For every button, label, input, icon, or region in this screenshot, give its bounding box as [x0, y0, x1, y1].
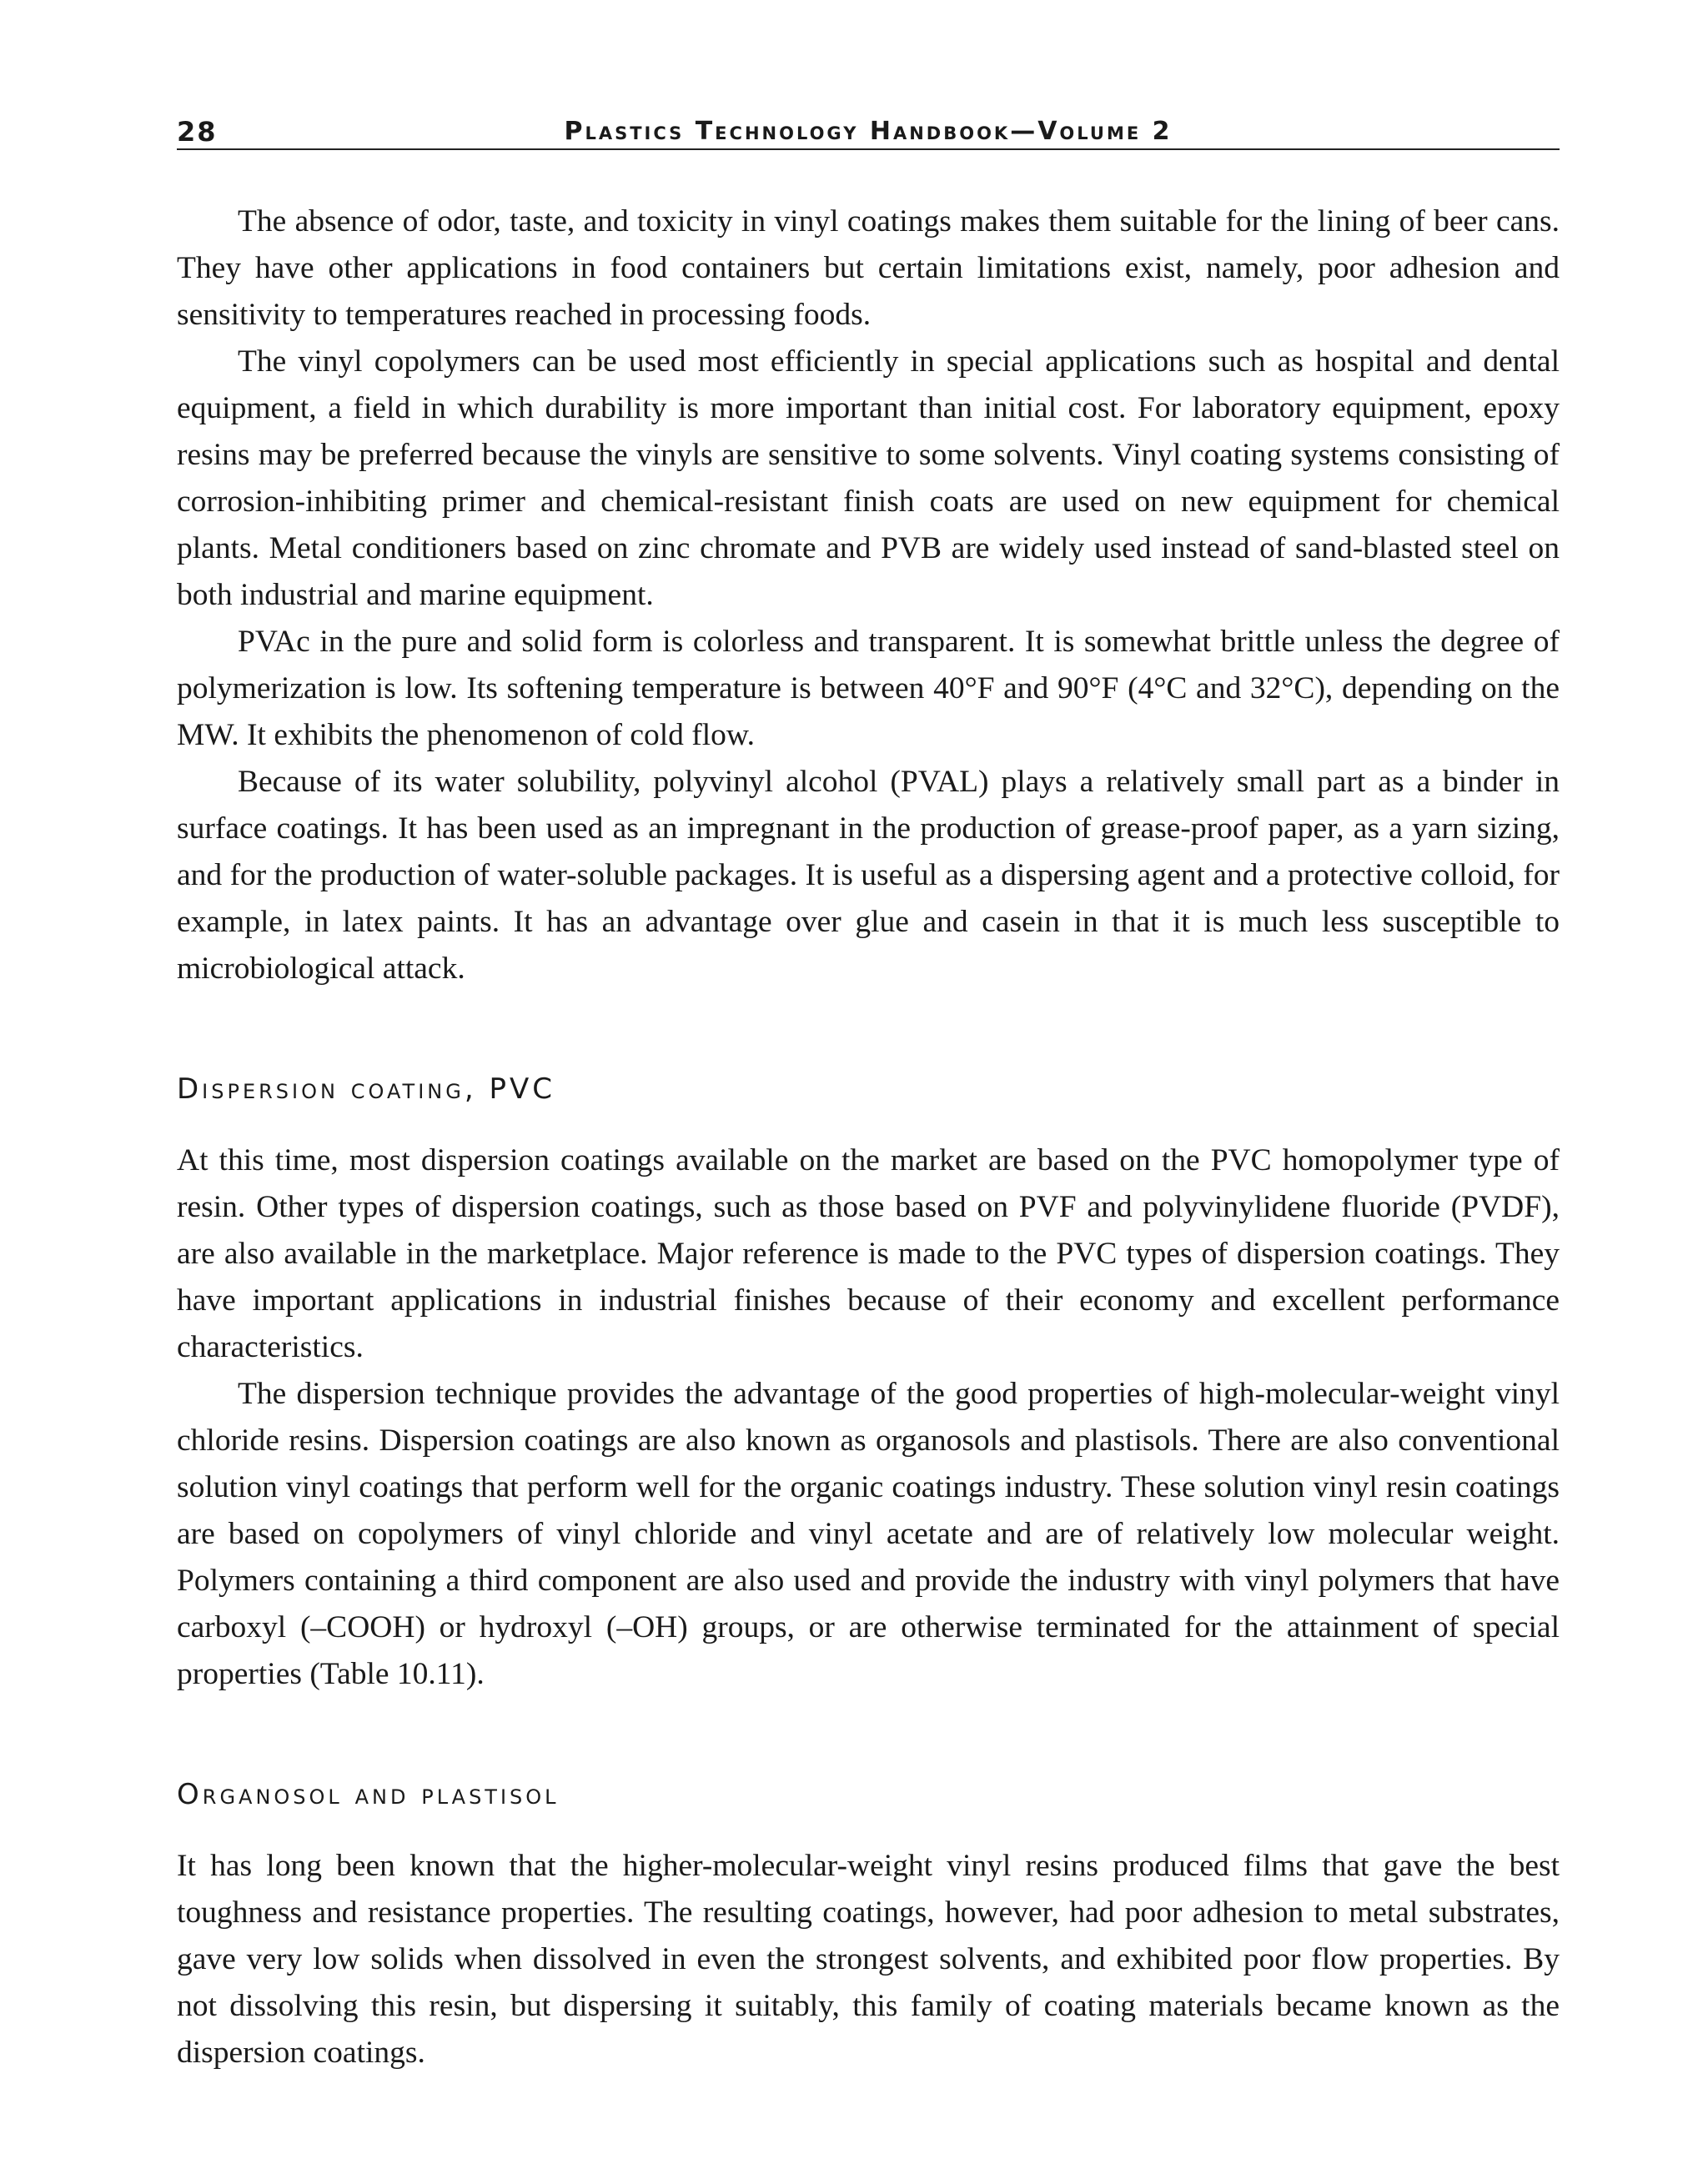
paragraph: Because of its water solubility, polyvinyl alcohol (PVAL) plays a relatively small part as a binder in surface coatings. It has been used as an impregnant in the production of grease-proof paper, as a yarn sizing, and for the production of water-soluble packages. It is useful as a dispersing agent and a protective colloid, for example, in latex paints. It has an advantage over glue and casein in that it is much less susceptible to microbiological attack.: [177, 765, 1560, 986]
paragraph: PVAc in the pure and solid form is colorless and transparent. It is somewhat brittle unless the degree of polymerization is low. Its softening temperature is between 40°F and 90°F (4°C and 32°C), depending on the MW. It exhibits the phenomenon of cold flow.: [177, 625, 1560, 752]
page-number: 28: [177, 116, 218, 148]
page-body: [177, 198, 1560, 2076]
section-heading-organosol: Organosol and plastisol: [177, 1778, 560, 1811]
running-head: Plastics Technology Handbook—Volume 2: [564, 117, 1173, 146]
section-heading-dispersion: Dispersion coating, PVC: [177, 1072, 555, 1106]
paragraph: The vinyl copolymers can be used most efficiently in special applications such as hospital and dental equipment, a field in which durability is more important than initial cost. For laboratory equipment, epoxy resins may be preferred because the vinyls are sensitive to some solvents. Vinyl coating systems consisting of corrosion-inhibiting primer and chemical-resistant finish coats are used on new equipment for chemical plants. Metal conditioners based on zinc chromate and PVB are widely used instead of sand-blasted steel on both industrial and marine equipment.: [177, 344, 1560, 612]
paragraph: The dispersion technique provides the advantage of the good properties of high-molecular-weight vinyl chloride resins. Dispersion coatings are also known as organosols and plastisols. There are also conventional solution vinyl coatings that perform well for the organic coatings industry. These solution vinyl resin coatings are based on copolymers of vinyl chloride and vinyl acetate and are of relatively low molecular weight. Polymers containing a third component are also used and provide the industry with vinyl polymers that have carboxyl (–COOH) or hydroxyl (–OH) groups, or are otherwise terminated for the attainment of special properties (Table 10.11).: [177, 1377, 1560, 1691]
paragraph: The absence of odor, taste, and toxicity in vinyl coatings makes them suitable for the lining of beer cans. They have other applications in food containers but certain limitations exist, namely, poor adhesion and sensitivity to temperatures reached in processing foods.: [177, 204, 1560, 332]
paragraph: At this time, most dispersion coatings available on the market are based on the PVC homopolymer type of resin. Other types of dispersion coatings, such as those based on PVF and polyvinylidene fluoride (PVDF), are also available in the marketplace. Major reference is made to the PVC types of dispersion coatings. They have important applications in industrial finishes because of their economy and excellent performance characteristics.: [177, 1143, 1560, 1364]
page-header: [177, 115, 1560, 150]
paragraph: It has long been known that the higher-molecular-weight vinyl resins produced films that gave the best toughness and resistance properties. The resulting coatings, however, had poor adhesion to metal substrates, gave very low solids when dissolved in even the strongest solvents, and exhibited poor flow properties. By not dissolving this resin, but dispersing it suitably, this family of coating materials became known as the dispersion coatings.: [177, 1849, 1560, 2070]
